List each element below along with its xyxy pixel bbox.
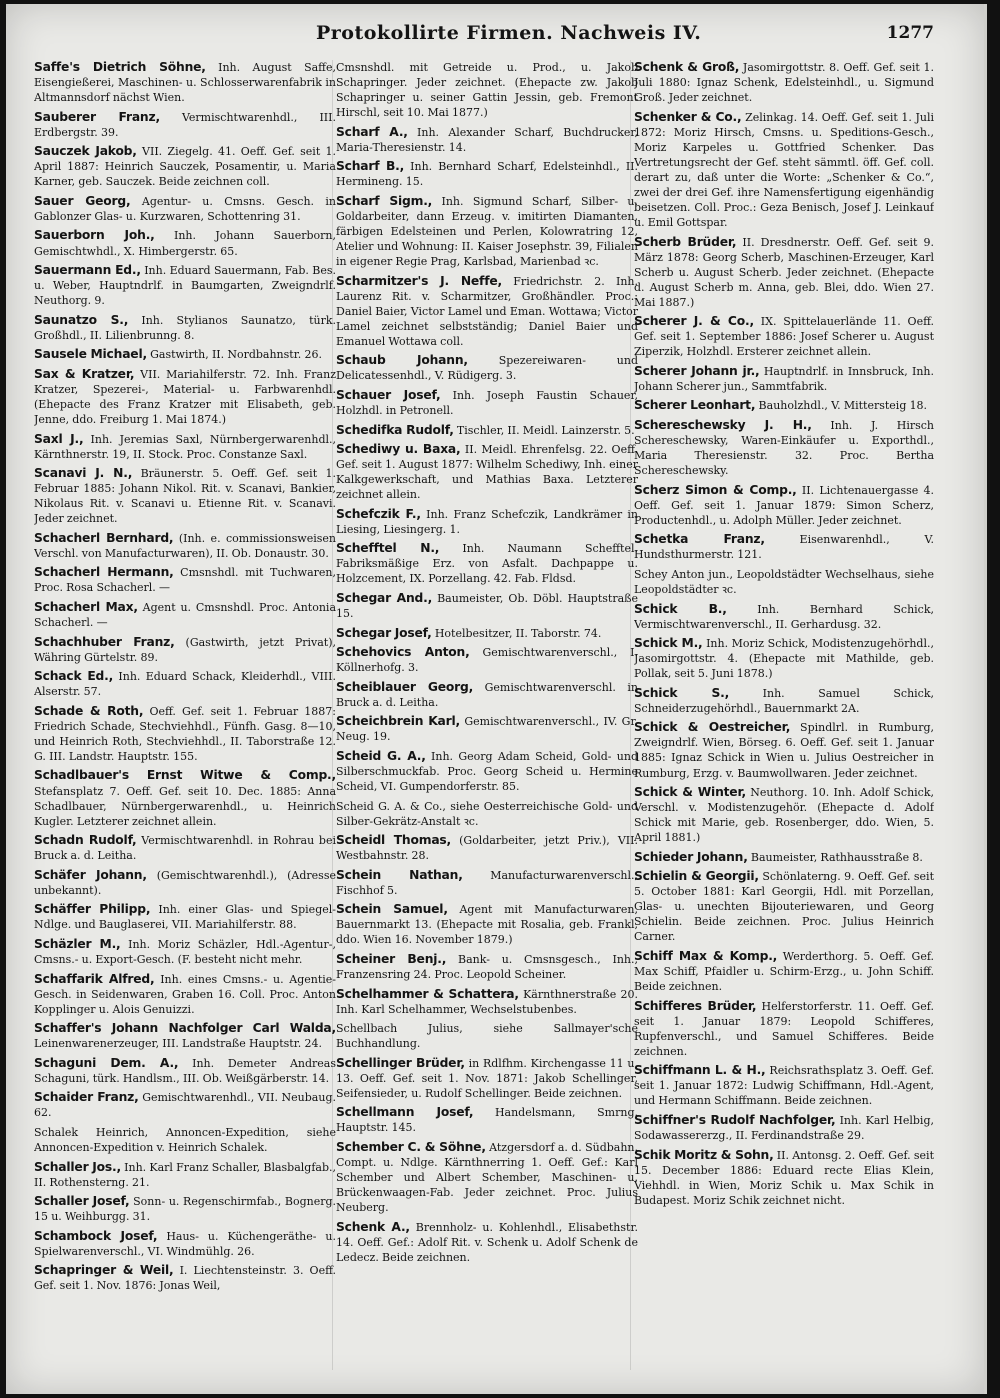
firm-name: Schadn Rudolf, — [34, 833, 137, 848]
firm-entry — [634, 869, 934, 944]
firm-details: Cmsnshdl. mit Getreide u. Prod., u. Jakob Schapringer. Jeder zeichnet. (Ehepacte zw. Jakob Schapringer u. seiner Gattin Jessin, geb. Fremont Hirschl, seit 10. Mai 1877.) — [336, 61, 638, 120]
firm-name: Schadlbauer's Ernst Witwe & Comp., — [34, 768, 336, 783]
firm-name: Scanavi J. N., — [34, 466, 133, 481]
firm-details: Jasomirgottstr. 8. Oeff. Gef. seit 1. Juli 1880: Ignaz Schenk, Edelsteinhdl., u. Sigmund Groß. Jeder zeichnet. — [634, 61, 934, 105]
firm-details: Brennholz- u. Kohlenhdl., Elisabethstr. 14. Oeff. Gef.: Adolf Rit. v. Schenk u. Adolf Schenk de Ledecz. Beide zeichnen. — [336, 1220, 638, 1264]
firm-name: Schick & Winter, — [634, 785, 746, 800]
firm-details: Agent u. Cmsnshdl. Proc. Antonia Schacherl. — — [34, 601, 336, 630]
firm-entry — [634, 850, 934, 865]
firm-name: Schelhammer & Schattera, — [336, 986, 519, 1001]
firm-name: Schereschewsky J. H., — [634, 418, 812, 433]
firm-name: Schäffer Philipp, — [34, 902, 151, 917]
firm-entry — [336, 507, 638, 537]
firm-details: Baumeister, Ob. Döbl. Hauptstraße 15. — [336, 592, 638, 621]
firm-entry — [336, 902, 638, 947]
firm-details: Inh. Sigmund Scharf, Silber- u. Goldarbeiter, dann Erzeug. v. imitirten Diamanten, färbigen Edelsteinen und Perlen, Kolowratring 12, Atelier und Wohnung: II. Kaiser Josephstr. 39, Filialen in eigener Regie Prag, Karlsbad, Marienbad ꝛc. — [336, 194, 638, 269]
firm-details: IX. Spittelauerlände 11. Oeff. Gef. seit 1. September 1886: Josef Scherer u. August Ziperzik, Holzhdl. Ersterer zeichnet allein. — [634, 315, 934, 359]
column-middle — [336, 60, 638, 1380]
firm-details: Inh. J. Hirsch Schereschewsky, Waren-Einkäufer u. Exporthdl., Maria Theresienstr. 32. Proc. Bertha Schereschewsky. — [634, 419, 934, 478]
firm-name: Scherer J. & Co., — [634, 314, 754, 329]
firm-details: Scheid G. A. & Co., siehe Oesterreichische Gold- und Silber-Gekrätz-Anstalt ꝛc. — [336, 799, 638, 828]
firm-entry — [336, 541, 638, 586]
firm-name: Scharmitzer's J. Neffe, — [336, 273, 502, 288]
firm-entry — [336, 125, 638, 155]
firm-entry — [34, 110, 336, 140]
firm-name: Schachhuber Franz, — [34, 634, 175, 649]
firm-details: Schönlaterng. 9. Oeff. Gef. seit 5. October 1881: Karl Georgii, Hdl. mit Porzellan, Glas- u. unechten Bijouteriewaren, und Georg Schielin. Beide zeichnen. Proc. Julius Heinrich Carner. — [634, 870, 934, 944]
firm-entry — [336, 952, 638, 982]
firm-name: Scharf A., — [336, 124, 408, 139]
firm-name: Schaffarik Alfred, — [34, 971, 155, 986]
firm-entry — [34, 367, 336, 427]
firm-entry — [634, 235, 934, 310]
firm-name: Schenk A., — [336, 1219, 410, 1234]
firm-name: Sax & Kratzer, — [34, 366, 135, 381]
firm-entry — [634, 686, 934, 716]
firm-details: Inh. Bernhard Scharf, Edelsteinhdl., II. Hermineng. 15. — [336, 160, 638, 189]
firm-name: Schember C. & Söhne, — [336, 1140, 486, 1154]
firm-details: Gemischtwarenverschl., I. Köllnerhofg. 3. — [336, 646, 638, 675]
firm-name: Schäzler M., — [34, 936, 121, 951]
firm-name: Schacherl Max, — [34, 600, 138, 614]
firm-details: Inh. einer Glas- und Spiegel-Ndlge. und Bauglaserei, VII. Mariahilferstr. 88. — [34, 903, 336, 932]
firm-name: Schiffmann L. & H., — [634, 1063, 766, 1078]
firm-details: Friedrichstr. 2. Inh. Laurenz Rit. v. Scharmitzer, Großhändler. Proc.: Daniel Baier, Victor Lamel und Eman. Wottawa; Victor Lamel zeichnet selbstständig; Daniel Baier und Emanuel Wottawa coll. — [336, 274, 638, 348]
firm-name: Scheiblauer Georg, — [336, 679, 474, 694]
firm-entry — [34, 565, 336, 595]
firm-details: Inh. Moriz Schick, Modistenzugehörhdl., Jasomirgottstr. 4. (Ehepacte mit Mathilde, geb. Pollak, seit 5. Juni 1878.) — [634, 637, 934, 681]
firm-entry — [34, 1194, 336, 1224]
firm-details: Hauptndrlf. in Innsbruck, Inh. Johann Scherer jun., Sammtfabrik. — [634, 364, 934, 393]
firm-details: Agentur- u. Cmsns. Gesch. in Gablonzer Glas- u. Kurzwaren, Schottenring 31. — [34, 194, 336, 223]
firm-entry — [634, 532, 934, 562]
firm-details: Hotelbesitzer, II. Taborstr. 74. — [434, 626, 602, 640]
firm-entry — [34, 704, 336, 764]
firm-entry — [634, 636, 934, 681]
firm-entry — [634, 483, 934, 528]
firm-details: II. Antonsg. 2. Oeff. Gef. seit 15. December 1886: Eduard recte Elias Klein, Viehhdl. in Wien, Moriz Schik u. Max Schik in Budapest. Moriz Schik zeichnet nicht. — [634, 1148, 934, 1207]
firm-entry — [336, 680, 638, 710]
firm-details: Helferstorferstr. 11. Oeff. Gef. seit 1. Januar 1879: Leopold Schifferes, Rupfenverschl., und Samuel Schifferes. Beide zeichnen. — [634, 999, 934, 1058]
firm-name: Schieder Johann, — [634, 849, 748, 864]
firm-name: Sauczek Jakob, — [34, 144, 137, 159]
firm-details: Inh. Bernhard Schick, Vermischtwarenverschl., II. Gerhardusg. 32. — [634, 602, 934, 631]
firm-details: I. Liechtensteinstr. 3. Oeff. Gef. seit 1. Nov. 1876: Jonas Weil, — [34, 1264, 336, 1293]
page-title: Protokollirte Firmen. Nachweis IV. — [316, 22, 702, 44]
firm-entry — [336, 1220, 638, 1265]
firm-name: Scherer Johann jr., — [634, 363, 760, 378]
firm-entry — [336, 833, 638, 863]
firm-details: Gemischtwarenverschl., IV. Gr. Neug. 19. — [336, 715, 638, 744]
firm-entry — [336, 1021, 638, 1051]
firm-name: Schaub Johann, — [336, 353, 468, 368]
firm-entry — [634, 60, 934, 105]
firm-details: Inh. Samuel Schick, Schneiderzugehörhdl., Bauernmarkt 2A. — [634, 686, 934, 715]
firm-details: Schellbach Julius, siehe Sallmayer'sche Buchhandlung. — [336, 1022, 638, 1051]
firm-name: Sauermann Ed., — [34, 263, 141, 278]
firm-details: Inh. Eduard Schack, Kleiderhdl., VIII. Alserstr. 57. — [34, 670, 336, 699]
firm-details: Reichsrathsplatz 3. Oeff. Gef. seit 1. Januar 1872: Ludwig Schiffmann, Hdl.-Agent, und Hermann Schiffmann. Beide zeichnen. — [634, 1064, 934, 1108]
firm-entry — [634, 949, 934, 994]
firm-entry — [34, 768, 336, 828]
firm-name: Schifferes Brüder, — [634, 998, 757, 1013]
firm-details: Inh. August Saffe, Eisengießerei, Maschinen- u. Schlosserwarenfabrik in Altmannsdorf nächst Wien. — [34, 61, 336, 105]
firm-details: II. Meidl. Ehrenfelsg. 22. Oeff. Gef. seit 1. August 1877: Wilhelm Schediwy, Inh. einer Kalkgewerkschaft, und Mathias Baxa. Letzterer zeichnet allein. — [336, 443, 638, 502]
firm-details: Stefansplatz 7. Oeff. Gef. seit 10. Dec. 1885: Anna Schadlbauer, Nürnbergerwarenhdl., u. Heinrich Kugler. Letzterer zeichnet allein. — [34, 784, 336, 828]
firm-entry — [634, 602, 934, 632]
firm-entry — [336, 194, 638, 269]
firm-entry — [634, 1113, 934, 1143]
firm-name: Saxl J., — [34, 431, 84, 446]
firm-details: Eisenwarenhdl., V. Hundsthurmerstr. 121. — [634, 533, 934, 562]
column-left — [34, 60, 336, 1380]
firm-name: Schehovics Anton, — [336, 645, 470, 660]
firm-name: Schick B., — [634, 601, 727, 616]
firm-entry — [634, 999, 934, 1059]
firm-details: II. Dresdnerstr. Oeff. Gef. seit 9. März 1878: Georg Scherb, Maschinen-Erzeuger, Karl Scherb u. August Scherb. Jeder zeichnet. (Ehepacte d. August Scherb m. Anna, geb. Blei, ddo. Wien 27. Mai 1887.) — [634, 235, 934, 309]
firm-details: Werderthorg. 5. Oeff. Gef. Max Schiff, Pfaidler u. Schirm-Erzg., u. John Schiff. Beide zeichnen. — [634, 950, 934, 994]
firm-details: VII. Mariahilferstr. 72. Inh. Franz Kratzer, Spezerei-, Material- u. Farbwarenhdl. (Ehepacte des Franz Kratzer mit Elisabeth, geb. Jenne, ddo. Freiburg 1. Mai 1874.) — [34, 367, 336, 426]
firm-entry — [34, 432, 336, 462]
firm-entry — [34, 144, 336, 189]
firm-details: Inh. Franz Schefczik, Landkrämer in Liesing, Liesingerg. 1. — [336, 507, 638, 536]
firm-details: (Goldarbeiter, jetzt Priv.), VII. Westbahnstr. 28. — [336, 834, 638, 863]
firm-entry — [34, 60, 336, 105]
firm-name: Schick & Oestreicher, — [634, 720, 791, 735]
firm-name: Sausele Michael, — [34, 347, 147, 362]
firm-details: Agent mit Manufacturwaren, Bauernmarkt 13. (Ehepacte mit Rosalia, geb. Frankl, ddo. Wien 16. November 1879.) — [336, 903, 638, 947]
firm-entry — [34, 347, 336, 362]
firm-name: Schack Ed., — [34, 669, 114, 684]
firm-entry — [336, 626, 638, 641]
firm-entry — [34, 1229, 336, 1259]
firm-name: Schedifka Rudolf, — [336, 422, 454, 437]
firm-details: Bauholzhdl., V. Mittersteig 18. — [758, 399, 928, 413]
firm-details: (Gemischtwarenhdl.), (Adresse unbekannt). — [34, 868, 336, 897]
firm-name: Scheichbrein Karl, — [336, 714, 460, 729]
firm-name: Schaider Franz, — [34, 1090, 139, 1105]
firm-details: Inh. Moriz Schäzler, Hdl.-Agentur-, Cmsns.- u. Export-Gesch. (F. besteht nicht mehr. — [34, 937, 336, 966]
firm-details: Inh. Demeter Andreas Schaguni, türk. Handlsm., III. Ob. Weißgärberstr. 14. — [34, 1056, 336, 1085]
firm-details: Leinenwarenerzeuger, III. Landstraße Hauptstr. 24. — [34, 1037, 322, 1051]
firm-details: Zelinkag. 14. Oeff. Gef. seit 1. Juli 1872: Moriz Hirsch, Cmsns. u. Speditions-Gesch., Moriz Karpeles u. Gottfried Schenker. Das Vertretungsrecht der Gef. steht sämmtl. öff. Gef. coll. derart zu, daß unter die Worte: „Schenker & Co.“, zwei der drei Gef. ihre Namensfertigung eigenhändig beisetzen. Coll. Proc.: Geza Benisch, Josef J. Leinkauf u. Emil Gottspar. — [634, 110, 934, 229]
firm-details: Vermischtwarenhdl. in Rohrau bei Bruck a. d. Leitha. — [34, 834, 336, 863]
firm-name: Schapringer & Weil, — [34, 1263, 174, 1278]
firm-name: Scheiner Benj., — [336, 951, 447, 966]
firm-name: Schick M., — [634, 636, 703, 651]
firm-entry — [336, 159, 638, 189]
firm-name: Schade & Roth, — [34, 703, 144, 718]
firm-entry — [34, 194, 336, 224]
firm-details: II. Lichtenauergasse 4. Oeff. Gef. seit 1. Januar 1879: Simon Scherz, Productenhdl., u. Adolph Müller. Jeder zeichnet. — [634, 483, 934, 527]
page-number: 1277 — [886, 23, 934, 43]
firm-name: Schäfer Johann, — [34, 867, 147, 882]
firm-name: Schacherl Hermann, — [34, 565, 174, 580]
firm-details: VII. Ziegelg. 41. Oeff. Gef. seit 1. April 1887: Heinrich Sauczek, Posamentir, u. Maria Karner, geb. Sauczek. Beide zeichnen coll. — [34, 145, 336, 189]
firm-details: Tischler, II. Meidl. Lainzerstr. 5. — [456, 423, 635, 437]
firm-name: Schik Moritz & Sohn, — [634, 1147, 774, 1162]
firm-entry — [34, 1021, 336, 1051]
firm-entry — [634, 314, 934, 359]
firm-details: Manufacturwarenverschl., Fischhof 5. — [336, 868, 638, 897]
firm-entry — [336, 749, 638, 794]
firm-entry — [34, 902, 336, 932]
firm-entry — [34, 635, 336, 665]
firm-details: Vermischtwarenhdl., III. Erdbergstr. 39. — [34, 110, 336, 139]
firm-name: Scharf Sigm., — [336, 193, 433, 208]
firm-name: Scherb Brüder, — [634, 234, 737, 249]
firm-name: Schambock Josef, — [34, 1228, 158, 1243]
firm-entry — [634, 110, 934, 230]
firm-details: Sonn- u. Regenschirmfab., Bognerg. 15 u. Weihburgg. 31. — [34, 1195, 336, 1224]
firm-entry — [34, 1090, 336, 1120]
firm-entry — [336, 353, 638, 383]
firm-name: Scherer Leonhart, — [634, 398, 756, 413]
firm-name: Schein Nathan, — [336, 867, 463, 882]
firm-name: Schick S., — [634, 685, 730, 700]
firm-entry — [34, 228, 336, 258]
firm-details: Bräunerstr. 5. Oeff. Gef. seit 1. Februar 1885: Johann Nikol. Rit. v. Scanavi, Bankier, Nikolaus Rit. v. Scanavi u. Etienne Rit. v. Scanavi. Jeder zeichnet. — [34, 467, 336, 526]
firm-name: Schenker & Co., — [634, 109, 742, 124]
firm-entry — [336, 645, 638, 675]
firm-details: Inh. Naumann Schefftel. Fabriksmäßige Erz. von Asfalt. Dachpappe u. Holzcement, IX. Porzellang. 42. Fab. Fldsd. — [336, 542, 638, 586]
firm-entry — [34, 669, 336, 699]
firm-name: Saunatzo S., — [34, 312, 129, 327]
firm-entry — [634, 567, 934, 597]
firm-name: Schefftel N., — [336, 541, 440, 556]
firm-entry — [634, 1063, 934, 1108]
firm-name: Schacherl Bernhard, — [34, 530, 174, 545]
firm-entry — [634, 720, 934, 780]
firm-entry — [336, 274, 638, 349]
firm-entry — [34, 313, 336, 343]
firm-entry — [336, 591, 638, 621]
firm-name: Schenk & Groß, — [634, 60, 740, 74]
firm-name: Sauberer Franz, — [34, 109, 160, 124]
firm-details: Gastwirth, II. Nordbahnstr. 26. — [150, 348, 322, 362]
column-right — [634, 60, 934, 1380]
firm-details: Baumeister, Rathhausstraße 8. — [750, 850, 923, 864]
firm-name: Schiff Max & Komp., — [634, 949, 778, 964]
firm-details: Inh. Jeremias Saxl, Nürnbergerwarenhdl., Kärnthnerstr. 19, II. Stock. Proc. Constanze Saxl. — [34, 432, 336, 461]
firm-name: Schauer Josef, — [336, 387, 441, 402]
firm-details: Inh. Karl Helbig, Sodawassererzg., II. Ferdinandstraße 29. — [634, 1114, 934, 1143]
firm-entry — [336, 60, 638, 120]
firm-name: Scheid G. A., — [336, 748, 426, 763]
firm-name: Scherz Simon & Comp., — [634, 482, 797, 497]
firm-entry — [34, 466, 336, 526]
firm-details: Inh. eines Cmsns.- u. Agentie-Gesch. in Seidenwaren, Graben 16. Coll. Proc. Anton Kopplinger u. Alois Genuizzi. — [34, 972, 336, 1016]
firm-details: Inh. Stylianos Saunatzo, türk. Großhdl., II. Lilienbrunng. 8. — [34, 313, 336, 342]
firm-name: Schediwy u. Baxa, — [336, 442, 461, 457]
firm-details: Spezereiwaren- und Delicatessenhdl., V. Rüdigerg. 3. — [336, 354, 638, 383]
firm-name: Schaffer's Johann Nachfolger Carl Walda, — [34, 1021, 336, 1036]
firm-name: Schiffner's Rudolf Nachfolger, — [634, 1113, 836, 1127]
firm-details: Bank- u. Cmsnsgesch., Inh., Franzensring 24. Proc. Leopold Scheiner. — [336, 952, 638, 982]
directory-page — [6, 4, 987, 1394]
firm-details: Inh. Alexander Scharf, Buchdrucker, Maria-Theresienstr. 14. — [336, 125, 638, 154]
firm-name: Schellinger Brüder, — [336, 1055, 465, 1070]
firm-name: Schetka Franz, — [634, 532, 765, 547]
firm-details: Gemischtwarenhdl., VII. Neubaug. 62. — [34, 1091, 336, 1120]
firm-name: Schaller Jos., — [34, 1159, 121, 1174]
firm-entry — [336, 799, 638, 829]
firm-details: Schey Anton jun., Leopoldstädter Wechselhaus, siehe Leopoldstädter ꝛc. — [634, 567, 934, 596]
firm-entry — [34, 833, 336, 863]
firm-entry — [34, 868, 336, 898]
firm-entry — [634, 1148, 934, 1208]
page-header — [36, 22, 956, 48]
firm-entry — [34, 600, 336, 630]
firm-details: Inh. Karl Franz Schaller, Blasbalgfab., II. Rothensterng. 21. — [34, 1160, 336, 1189]
firm-name: Sauerborn Joh., — [34, 228, 155, 243]
firm-details: Handelsmann, Smrng. Hauptstr. 145. — [336, 1106, 638, 1135]
firm-entry — [336, 1056, 638, 1101]
firm-entry — [34, 1263, 336, 1293]
firm-entry — [336, 714, 638, 744]
firm-name: Sauer Georg, — [34, 193, 131, 208]
firm-entry — [336, 442, 638, 502]
firm-entry — [336, 388, 638, 418]
firm-entry — [34, 1160, 336, 1190]
firm-name: Schegar And., — [336, 591, 433, 605]
firm-name: Scharf B., — [336, 159, 405, 174]
firm-entry — [34, 1125, 336, 1155]
firm-details: Gemischtwarenverschl. in Bruck a. d. Leitha. — [336, 680, 638, 709]
firm-details: Cmsnshdl. mit Tuchwaren, Proc. Rosa Schacherl. — — [34, 566, 336, 595]
firm-entry — [34, 263, 336, 308]
firm-details: Inh. Eduard Sauermann, Fab. Bes. u. Weber, Hauptndrlf. in Baumgarten, Zweigndrlf. Neuthorg. 9. — [34, 264, 336, 308]
firm-entry — [634, 398, 934, 413]
firm-details: in Rdlfhm. Kirchengasse 11 u. 13. Oeff. Gef. seit 1. Nov. 1871: Jakob Schellinger, Seifensieder, u. Rudolf Schellinger. Beide zeichnen. — [336, 1056, 638, 1100]
firm-name: Schein Samuel, — [336, 902, 448, 917]
firm-entry — [34, 531, 336, 561]
firm-entry — [336, 987, 638, 1017]
firm-entry — [34, 972, 336, 1017]
firm-name: Saffe's Dietrich Söhne, — [34, 60, 206, 74]
firm-entry — [336, 1140, 638, 1215]
firm-name: Schegar Josef, — [336, 625, 432, 640]
firm-entry — [634, 364, 934, 394]
firm-entry — [34, 1056, 336, 1086]
firm-details: Neuthorg. 10. Inh. Adolf Schick, Verschl. v. Modistenzugehör. (Ehepacte d. Adolf Schick mit Marie, geb. Rosenberger, ddo. Wien, 5. April 1881.) — [634, 786, 934, 845]
firm-details: (Gastwirth, jetzt Privat), Währing Gürtelstr. 89. — [34, 635, 336, 664]
firm-entry — [634, 785, 934, 845]
firm-entry — [336, 423, 638, 438]
firm-details: Inh. Georg Adam Scheid, Gold- und Silberschmuckfab. Proc. Georg Scheid u. Hermine Scheid, VI. Gumpendorferstr. 85. — [336, 749, 638, 794]
firm-details: Haus- u. Küchengeräthe- u. Spielwarenverschl., VI. Windmühlg. 26. — [34, 1229, 336, 1258]
firm-name: Schaguni Dem. A., — [34, 1055, 179, 1070]
firm-name: Schellmann Josef, — [336, 1105, 474, 1120]
firm-details: Inh. Joseph Faustin Schauer, Holzhdl. in Petronell. — [336, 388, 638, 417]
firm-details: Inh. Johann Sauerborn, Gemischtwhdl., X. Himbergerstr. 65. — [34, 229, 336, 258]
firm-details: (Inh. e. commissionsweisen Verschl. von Manufacturwaren), II. Ob. Donaustr. 30. — [34, 531, 336, 560]
firm-details: Spindlrl. in Rumburg, Zweigndrlf. Wien, Börseg. 6. Oeff. Gef. seit 1. Januar 1885: Ignaz Schick in Wien u. Julius Oestreicher in Rumburg, Erzg. v. Baumwollwaren. Jeder zeichnet. — [634, 721, 934, 780]
firm-name: Scheidl Thomas, — [336, 833, 452, 848]
firm-entry — [336, 868, 638, 898]
firm-details: Atzgersdorf a. d. Südbahn. Compt. u. Ndlge. Kärnthnerring 1. Oeff. Gef.: Karl Schember und Albert Schember, Maschinen- u. Brückenwaagen-Fab. Jeder zeichnet. Proc. Julius Neuberg. — [336, 1141, 638, 1215]
firm-details: Oeff. Gef. seit 1. Februar 1887: Friedrich Schade, Stechviehhdl., Fünfh. Gasg. 8—10, und Heinrich Roth, Stechviehhdl., II. Taborstraße 12. G. III. Landstr. Hauptstr. 155. — [34, 704, 336, 763]
firm-name: Schielin & Georgii, — [634, 869, 759, 884]
firm-entry — [34, 937, 336, 967]
firm-details: Schalek Heinrich, Annoncen-Expedition, siehe Annoncen-Expedition v. Heinrich Schalek. — [34, 1125, 336, 1154]
firm-entry — [336, 1105, 638, 1135]
firm-name: Schefczik F., — [336, 506, 421, 521]
firm-name: Schaller Josef, — [34, 1194, 130, 1209]
firm-details: Kärnthnerstraße 20. Inh. Karl Schelhammer, Wechselstubenbes. — [336, 987, 638, 1016]
firm-entry — [634, 418, 934, 478]
